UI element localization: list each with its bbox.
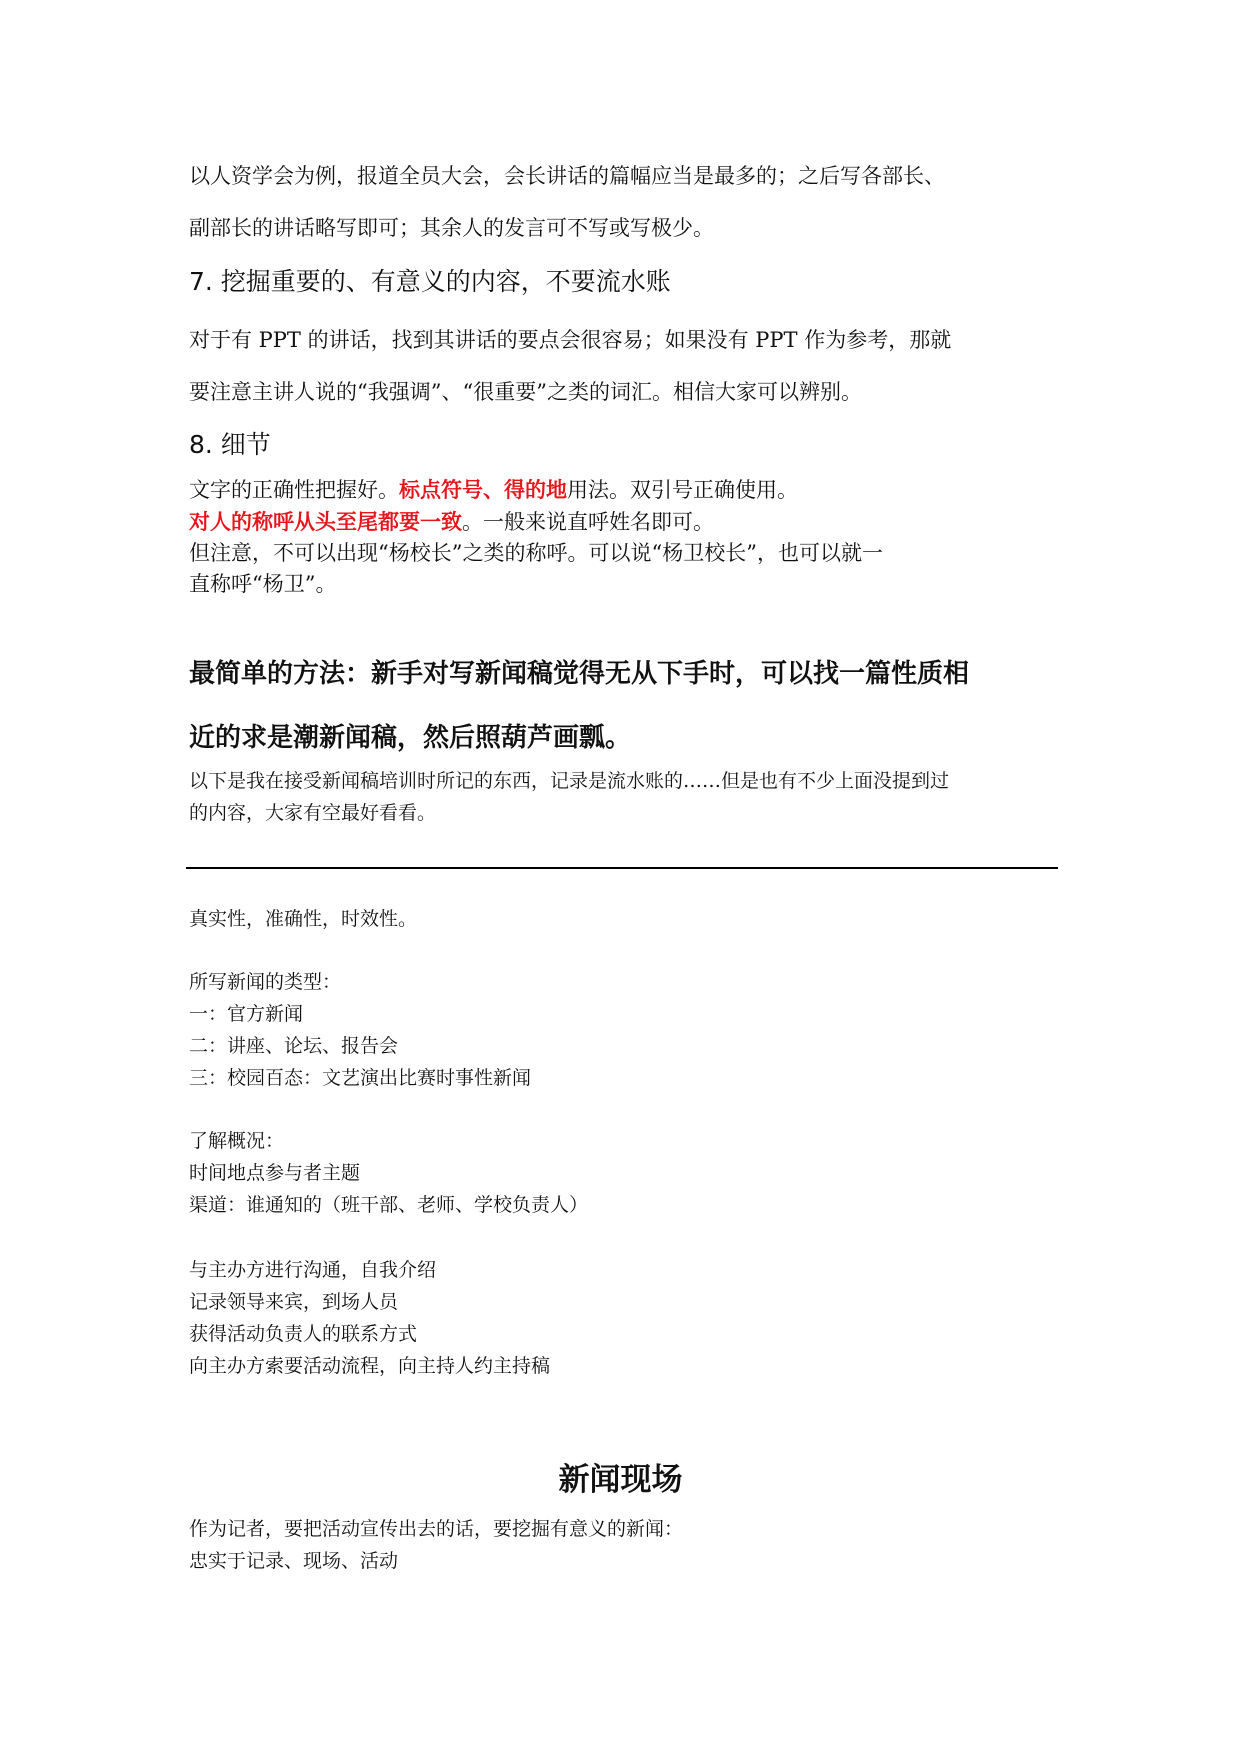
overview-item: 时间地点参与者主题 xyxy=(189,1162,361,1184)
section-7-paragraph xyxy=(189,314,1059,418)
text-normal: 。一般来说直呼姓名即可。 xyxy=(462,510,714,534)
action-item: 向主办方索要活动流程，向主持人约主持稿 xyxy=(189,1355,551,1377)
news-scene-title: 新闻现场 xyxy=(558,1462,683,1498)
actions-block xyxy=(189,1254,1059,1382)
section-7-line-2: 要注意主讲人说的“我强调”、“很重要”之类的词汇。相信大家可以辨别。 xyxy=(189,380,862,404)
simple-method-heading xyxy=(189,642,1059,770)
simple-method-line-1: 最简单的方法：新手对写新闻稿觉得无从下手时，可以找一篇性质相 xyxy=(189,659,970,689)
simple-method-line-2: 近的求是潮新闻稿，然后照葫芦画瓢。 xyxy=(189,723,632,753)
overview-item: 渠道：谁通知的（班干部、老师、学校负责人） xyxy=(189,1194,589,1216)
section-8-line-4: 直称呼“杨卫”。 xyxy=(189,572,337,596)
red-emphasis: 对人的称呼从头至尾都要一致 xyxy=(189,509,462,534)
section-7-heading: 7. 挖掘重要的、有意义的内容，不要流水账 xyxy=(189,267,671,296)
red-emphasis: 标点符号、得的地 xyxy=(399,477,567,502)
action-item: 与主办方进行沟通，自我介绍 xyxy=(189,1259,437,1281)
training-note xyxy=(189,765,1059,829)
section-8-body xyxy=(189,474,1059,600)
news-scene-body xyxy=(189,1513,1059,1577)
horizontal-divider xyxy=(186,867,1058,869)
news-type-item: 一：官方新闻 xyxy=(189,1003,304,1025)
intro-line-1: 以人资学会为例，报道全员大会，会长讲话的篇幅应当是最多的；之后写各部长、 xyxy=(189,164,945,188)
intro-paragraph xyxy=(189,150,1059,254)
section-8-line-3: 但注意，不可以出现“杨校长”之类的称呼。可以说“杨卫校长”，也可以就一 xyxy=(189,541,883,565)
news-scene-line-2: 忠实于记录、现场、活动 xyxy=(189,1550,399,1572)
news-types-block xyxy=(189,966,1059,1094)
overview-block xyxy=(189,1125,1059,1221)
section-8-heading: 8. 细节 xyxy=(189,430,271,459)
action-item: 获得活动负责人的联系方式 xyxy=(189,1323,418,1345)
section-8-line-2 xyxy=(189,506,1059,538)
news-type-item: 三：校园百态：文艺演出比赛时事性新闻 xyxy=(189,1067,532,1089)
action-item: 记录领导来宾，到场人员 xyxy=(189,1291,399,1313)
section-8-line-1 xyxy=(189,474,1059,506)
training-note-line-1: 以下是我在接受新闻稿培训时所记的东西，记录是流水账的……但是也有不少上面没提到过 xyxy=(189,770,950,792)
training-note-line-2: 的内容，大家有空最好看看。 xyxy=(189,802,437,824)
section-7-line-1: 对于有 PPT 的讲话，找到其讲话的要点会很容易；如果没有 PPT 作为参考，那就 xyxy=(189,328,952,352)
intro-line-2: 副部长的讲话略写即可；其余人的发言可不写或写极少。 xyxy=(189,216,714,240)
principles-text: 真实性，准确性，时效性。 xyxy=(189,908,418,930)
overview-heading: 了解概况： xyxy=(189,1130,285,1152)
news-scene-line-1: 作为记者，要把活动宣传出去的话，要挖掘有意义的新闻： xyxy=(189,1518,684,1540)
news-type-item: 二：讲座、论坛、报告会 xyxy=(189,1035,399,1057)
text-normal: 用法。双引号正确使用。 xyxy=(567,478,798,502)
news-types-heading: 所写新闻的类型： xyxy=(189,971,342,993)
text-normal: 文字的正确性把握好。 xyxy=(189,478,399,502)
